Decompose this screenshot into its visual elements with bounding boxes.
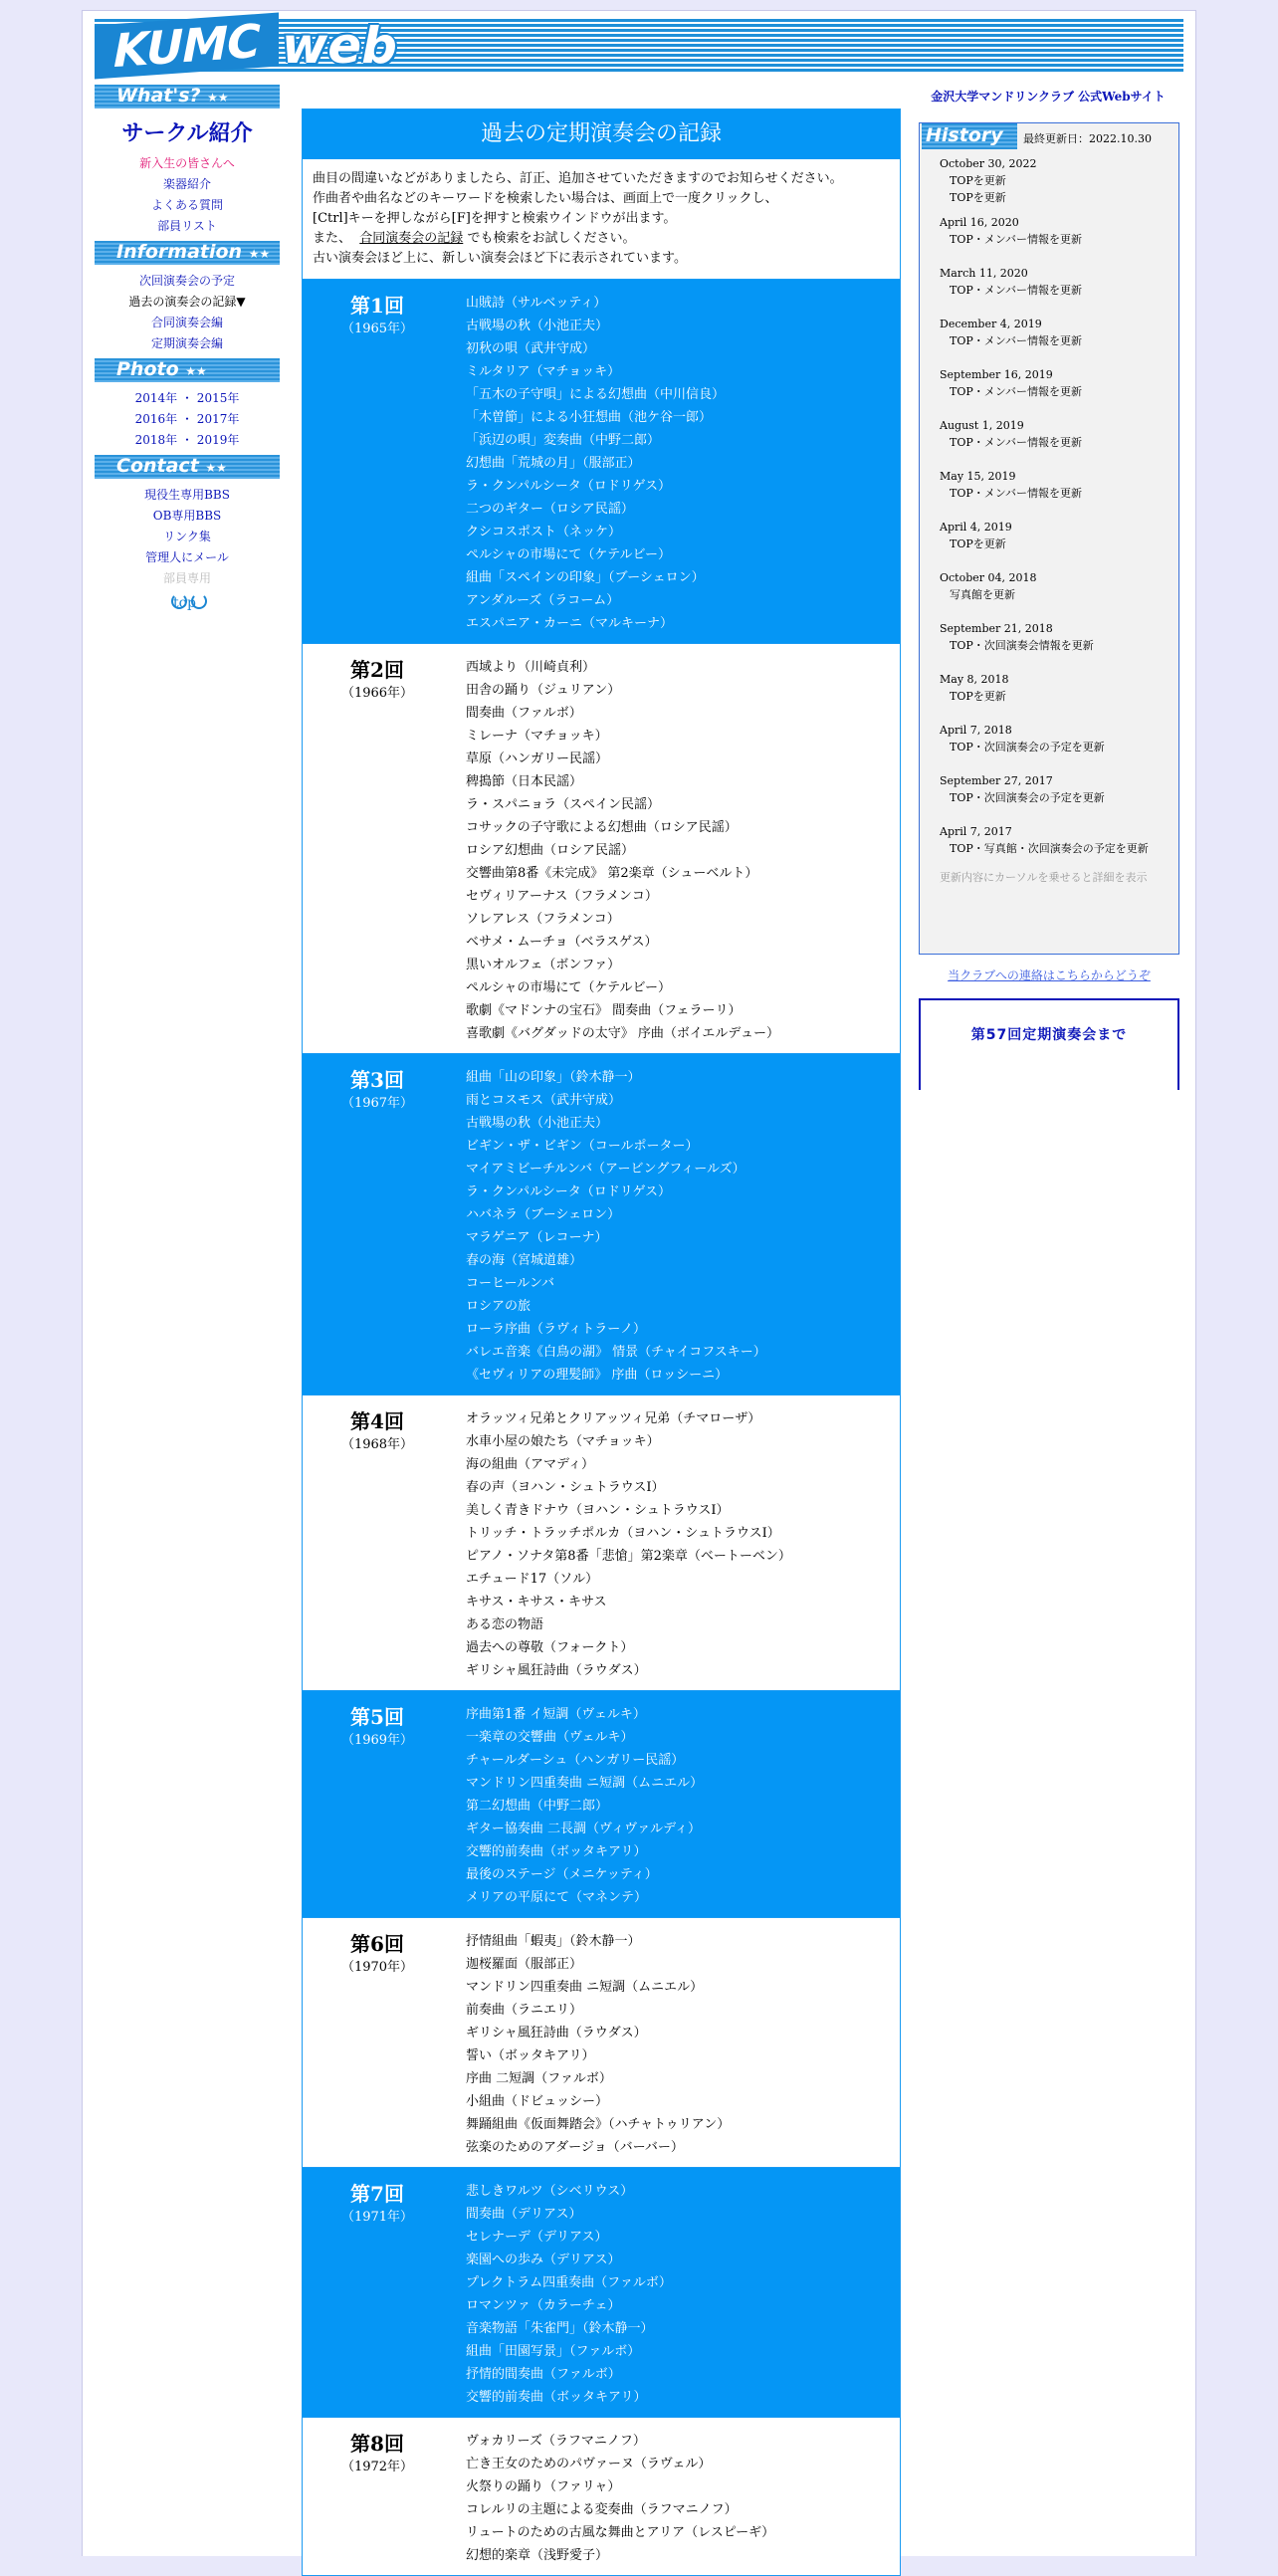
history-label: History [922,123,1017,149]
program-piece: 音楽物語「朱雀門」（鈴木静一） [466,2321,654,2336]
history-item[interactable] [920,515,1178,565]
program-piece: 亡き王女のためのパヴァーヌ（ラヴェル） [466,2457,712,2471]
concert-row [303,2168,900,2418]
joint-concert-record-link[interactable]: 合同演奏会の記録 [359,231,464,246]
history-entry[interactable]: TOP・次回演奏会情報を更新 [950,639,1094,652]
program-piece: ラ・クンパルシータ（ロドリゲス） [466,1184,671,1199]
history-item[interactable] [920,362,1178,413]
history-date: October 30, 2022 [940,157,1037,170]
program-piece: 二つのギター（ロシア民謡） [466,502,634,517]
program-piece: 海の組曲（アマディ） [466,1457,594,1472]
program-piece: マイアミビーチルンバ（アービングフィールズ） [466,1162,746,1177]
program-piece: ギター協奏曲 二長調（ヴィヴァルディ） [466,1822,702,1836]
program-piece: 誓い（ボッタキアリ） [466,2048,595,2063]
concert-number-cell [303,2180,452,2409]
concert-number-cell [303,1930,452,2159]
concert-row [303,1918,900,2168]
concert-number-cell [303,1066,452,1387]
nav-link-past-concerts[interactable]: 過去の演奏会の記録▼ [128,295,246,309]
program-piece: ピアノ・ソナタ第8番「悲愴」第2楽章（ベートーベン） [466,1549,791,1564]
concert-year: （1970年） [340,1960,414,1975]
nav-link-links[interactable]: リンク集 [163,530,211,543]
concert-row [303,1691,900,1918]
history-item[interactable] [920,768,1178,819]
concert-year: （1969年） [340,1733,414,1748]
last-updated: 最終更新日：2022.10.30 [1023,132,1152,145]
contact-link[interactable]: 当クラブへの連絡はこちらからどうぞ [948,968,1151,982]
nav-link-members[interactable]: 部員リスト [157,219,217,233]
history-item[interactable] [920,718,1178,768]
history-item[interactable] [920,151,1178,210]
concert-number: 第2回 [350,658,404,682]
program-piece: 「木曽節」による小狂想曲（池ケ谷一郎） [466,410,713,425]
program-piece: 水車小屋の娘たち（マチョッキ） [466,1434,660,1449]
program-piece: キサス・キサス・キサス [466,1595,607,1610]
nav-link-faq[interactable]: よくある質問 [150,198,223,212]
program-piece: 古戦場の秋（小池正夫） [466,319,609,333]
countdown-title: 第57回定期演奏会まで [970,1027,1128,1043]
program-piece: 幻想的楽章（浅野愛子） [466,2548,609,2563]
concert-number: 第1回 [350,294,404,318]
concert-year: （1967年） [340,1096,414,1111]
program-piece: エチュード17（ソル） [466,1572,599,1587]
top-link-label[interactable]: top [173,595,197,611]
nav-link-photo-2016-2017[interactable]: 2016年 ・ 2017年 [134,412,240,426]
program-piece: ロマンツァ（カラーチェ） [466,2298,621,2313]
concert-number-cell [303,656,452,1045]
program-piece: 田舎の踊り（ジュリアン） [466,683,621,698]
concert-year: （1968年） [340,1437,414,1452]
intro-line: 曲目の間違いなどがありましたら、訂正、追加させていただきますのでお知らせください。 [313,171,843,186]
program-piece: ベサメ・ムーチョ（ベラスゲス） [466,935,658,950]
contact-banner: Contact ★★ [95,455,280,479]
program-piece: ヴォカリーズ（ラフマニノフ） [466,2434,646,2449]
page-container [82,10,1196,2563]
information-banner: Information ★★ [95,241,280,265]
history-item[interactable] [920,464,1178,515]
program-piece: マンドリン四重奏曲 ニ短調（ムニエル） [466,1776,704,1791]
history-date: September 27, 2017 [940,774,1053,787]
history-item[interactable] [920,312,1178,362]
concert-number-cell [303,2430,452,2567]
history-item[interactable] [920,565,1178,616]
program-list [452,656,779,1045]
intro-text [303,159,900,280]
program-piece: 草原（ハンガリー民謡） [466,751,609,766]
contact-links [95,485,280,589]
program-piece: エスパニア・カーニ（マルキーナ） [466,616,674,631]
whats-banner: What's? ★★ [95,85,280,108]
program-piece: ラ・スパニョラ（スペイン民謡） [466,797,661,812]
program-piece: 迦桜羅面（服部正） [466,1957,583,1972]
history-date: May 8, 2018 [940,673,1009,686]
program-piece: 過去への尊敬（フォークト） [466,1640,634,1655]
nav-link-active-bbs[interactable]: 現役生専用BBS [144,488,230,502]
nav-link-photo-2014-2015[interactable]: 2014年 ・ 2015年 [134,391,240,405]
concert-number: 第8回 [350,2432,404,2456]
program-list [452,1407,791,1682]
concert-number: 第3回 [350,1068,404,1092]
program-piece: ロシア幻想曲（ロシア民謡） [466,843,635,858]
program-piece: ミルタリア（マチョッキ） [466,364,621,379]
history-entry[interactable]: TOP・メンバー情報を更新 [950,385,1082,398]
program-piece: ある恋の物語 [466,1617,544,1632]
history-item[interactable] [920,616,1178,667]
nav-link-members-only[interactable]: 部員専用 [162,571,211,585]
program-piece: 山賊詩（サルベッティ） [466,296,607,311]
program-piece: 交響的前奏曲（ボッタキアリ） [466,1844,647,1859]
circle-links [95,153,280,237]
program-piece: 歌劇《マドンナの宝石》 間奏曲（フェラーリ） [466,1003,742,1018]
program-piece: ミレーナ（マチョッキ） [466,729,608,744]
program-piece: トリッチ・トラッチポルカ（ヨハン・シュトラウスⅠ） [466,1526,780,1541]
history-entry[interactable]: TOP・メンバー情報を更新 [950,436,1082,449]
history-date: September 21, 2018 [940,622,1053,635]
concert-list [303,280,900,2576]
program-piece: ギリシャ風狂詩曲（ラウダス） [466,2026,647,2040]
program-piece: 一楽章の交響曲（ヴェルキ） [466,1730,634,1745]
history-date: March 11, 2020 [940,267,1028,280]
history-item[interactable] [920,667,1178,718]
program-piece: 間奏曲（ファルボ） [466,706,582,721]
history-date: December 4, 2019 [940,318,1042,330]
program-piece: 初秋の唄（武井守成） [466,341,596,356]
web-logo: web [282,17,397,75]
concert-row [303,1395,900,1691]
program-piece: 序曲第1番 イ短調（ヴェルキ） [466,1707,646,1722]
program-piece: コレルリの主題による変奏曲（ラフマニノフ） [466,2502,738,2517]
intro-line: [Ctrl]キーを押しながら[F]を押すと検索ウインドウが出ます。 [313,211,677,226]
intro-text-part: でも検索をお試しください。 [467,231,636,246]
program-piece: 組曲「スペインの印象」（ブーシェロン） [466,570,705,585]
intro-line: 古い演奏会ほど上に、新しい演奏会ほど下に表示されています。 [313,251,687,266]
page-title: 過去の定期演奏会の記録 [303,109,900,159]
intro-line: 作曲者や曲名などのキーワードを検索したい場合は、画面上で一度クリックし、 [313,191,778,206]
nav-link-regular-concerts[interactable]: 定期演奏会編 [150,336,223,350]
photo-links [95,388,280,451]
program-piece: 小組曲（ドビュッシー） [466,2094,609,2109]
concert-year: （1966年） [340,686,414,701]
site-name: 金沢大学マンドリンクラブ 公式Webサイト [931,90,1166,104]
history-date: April 4, 2019 [940,521,1012,534]
history-entry[interactable]: TOPを更新 [950,174,1006,187]
history-date: September 16, 2019 [940,368,1053,381]
program-piece: メリアの平原にて（マネンテ） [466,1890,648,1905]
program-piece: 美しく青きドナウ（ヨハン・シュトラウスⅠ） [466,1503,730,1518]
program-piece: マンドリン四重奏曲 ニ短調（ムニエル） [466,1980,704,1995]
nav-link-mail-admin[interactable]: 管理人にメール [145,550,229,564]
program-piece: リュートのための古風な舞曲とアリア（レスピーギ） [466,2525,775,2540]
program-piece: 組曲「山の印象」（鈴木静一） [466,1070,641,1085]
program-piece: ギリシャ風狂詩曲（ラウダス） [466,1663,647,1678]
program-piece: 春の海（宮城道雄） [466,1253,583,1268]
intro-line [313,229,890,249]
photo-banner: Photo ★★ [95,358,280,382]
left-navigation [95,81,280,609]
program-piece: ハバネラ（ブーシェロン） [466,1207,621,1222]
program-piece: 稗搗節（日本民謡） [466,774,583,789]
program-piece: オラッツィ兄弟とクリアッツィ兄弟（チマローザ） [466,1411,761,1426]
concert-number-cell [303,1703,452,1909]
circle-intro-heading[interactable]: サークル紹介 [121,120,253,146]
info-links [95,271,280,354]
program-piece: マラゲニア（レコーナ） [466,1230,608,1245]
concert-row [303,280,900,644]
history-note: 更新内容にカーソルを乗せると詳細を表示 [940,871,1148,884]
program-piece: 交響的前奏曲（ボッタキアリ） [466,2390,647,2405]
program-piece: プレクトラム四重奏曲（ファルボ） [466,2275,672,2290]
history-date: April 16, 2020 [940,216,1019,229]
program-piece: 弦楽のためのアダージョ（バーバー） [466,2140,684,2155]
program-piece: 「五木の子守唄」による幻想曲（中川信良） [466,387,726,402]
program-piece: ソレアレス（フラメンコ） [466,912,620,927]
program-piece: セヴィリアーナス（フラメンコ） [466,889,658,904]
history-entry[interactable]: TOP・次回演奏会の予定を更新 [950,791,1105,804]
nav-link-next-concert[interactable]: 次回演奏会の予定 [138,274,235,288]
program-piece: ローラ序曲（ラヴィトラーノ） [466,1322,646,1337]
program-piece: 交響曲第8番《未完成》 第2楽章（シューベルト） [466,866,758,881]
program-piece: 間奏曲（デリアス） [466,2207,582,2222]
program-piece: 楽園への歩み（デリアス） [466,2253,621,2267]
program-piece: 抒情的間奏曲（ファルボ） [466,2367,621,2382]
history-entry[interactable]: TOP・写真館・次回演奏会の予定を更新 [950,842,1149,855]
program-piece: クシコスポスト（ネッケ） [466,525,622,539]
history-item[interactable] [920,210,1178,261]
concert-row [303,2418,900,2576]
program-piece: 火祭りの踊り（ファリャ） [466,2479,621,2494]
program-piece: 前奏曲（ラニエリ） [466,2003,583,2018]
program-piece: 喜歌劇《バグダッドの太守》 序曲（ボイエルデュー） [466,1026,779,1041]
program-piece: 幻想曲「荒城の月」（服部正） [466,456,641,471]
program-piece: 西域より（川崎貞利） [466,660,596,675]
nav-link-photo-2018-2019[interactable]: 2018年 ・ 2019年 [134,433,240,447]
history-date: August 1, 2019 [940,419,1024,432]
program-list [452,1703,703,1909]
nav-link-ob-bbs[interactable]: OB専用BBS [152,509,222,523]
nav-link-joint-concerts[interactable]: 合同演奏会編 [150,316,223,329]
history-entry[interactable]: TOPを更新 [950,537,1006,550]
concert-year: （1972年） [340,2460,414,2474]
program-piece: ロシアの旅 [466,1299,532,1314]
concert-number-cell [303,292,452,635]
program-piece: ペルシャの市場にて（ケテルビー） [466,980,671,995]
concert-row [303,644,900,1054]
program-piece: 最後のステージ（メニケッティ） [466,1867,658,1882]
nav-link-freshmen[interactable]: 新入生の皆さんへ [139,156,235,170]
program-piece: 抒情組曲「蝦夷」（鈴木静一） [466,1934,641,1949]
kumc-logo[interactable]: KUMC [95,13,279,80]
concert-row [303,1054,900,1395]
program-list [452,2180,672,2409]
program-list [452,2430,774,2567]
program-piece: 組曲「田園写景」（ファルボ） [466,2344,641,2359]
history-list [920,151,1178,870]
program-piece: 黒いオルフェ（ボンファ） [466,958,621,972]
program-piece: ビギン・ザ・ビギン（コールポーター） [466,1139,699,1154]
program-piece: 古戦場の秋（小池正夫） [466,1116,609,1131]
program-piece: 雨とコスモス（武井守成） [466,1093,622,1108]
history-date: October 04, 2018 [940,571,1037,584]
history-entry[interactable]: TOP・メンバー情報を更新 [950,233,1082,246]
concert-year: （1971年） [340,2210,414,2225]
program-piece: 春の声（ヨハン・シュトラウスⅠ） [466,1480,665,1495]
program-piece: ペルシャの市場にて（ケテルビー） [466,547,671,562]
concert-number: 第5回 [350,1705,404,1729]
history-entry[interactable]: TOP・次回演奏会の予定を更新 [950,741,1105,753]
countdown-box [919,998,1179,1090]
intro-text-part: また、 [313,231,352,246]
program-list [452,1066,766,1387]
program-piece: 第二幻想曲（中野二郎） [466,1799,609,1814]
concert-number: 第6回 [350,1932,404,1956]
program-piece: 悲しきワルツ（シベリウス） [466,2184,634,2199]
history-panel [919,122,1179,955]
program-piece: 《セヴィリアの理髪師》 序曲（ロッシーニ） [466,1368,729,1383]
history-item[interactable] [920,261,1178,312]
program-piece: 「浜辺の唄」変奏曲（中野二郎） [466,433,661,448]
history-entry[interactable]: 写真館を更新 [950,588,1015,601]
history-date: April 7, 2018 [940,724,1012,737]
program-piece: バレエ音楽《白鳥の湖》 情景（チャイコフスキー） [466,1345,766,1360]
program-piece: セレナーデ（デリアス） [466,2230,608,2245]
concert-year: （1965年） [340,322,414,336]
history-entry[interactable]: TOP・メンバー情報を更新 [950,487,1082,500]
program-list [452,1930,730,2159]
history-item[interactable] [920,819,1178,870]
top-link[interactable] [95,593,280,609]
history-item[interactable] [920,413,1178,464]
program-list [452,292,725,635]
concert-number: 第7回 [350,2182,404,2206]
program-piece: アンダルーズ（ラコーム） [466,593,620,608]
history-entry[interactable]: TOP・メンバー情報を更新 [950,284,1082,297]
site-header [95,13,1183,79]
program-piece: 舞踊組曲《仮面舞踏会》（ハチャトゥリアン） [466,2117,731,2132]
program-piece: 序曲 二短調（ファルボ） [466,2071,612,2086]
history-entry[interactable]: TOPを更新 [950,690,1006,703]
concert-number: 第4回 [350,1409,404,1433]
history-header [920,123,1178,151]
main-content [302,108,901,2576]
program-piece: コサックの子守歌による幻想曲（ロシア民謡） [466,820,738,835]
program-piece: ラ・クンパルシータ（ロドリゲス） [466,479,671,494]
program-piece: チャールダーシュ（ハンガリー民謡） [466,1753,685,1768]
nav-link-instruments[interactable]: 楽器紹介 [162,177,211,191]
history-date: April 7, 2017 [940,825,1012,838]
concert-number-cell [303,1407,452,1682]
history-date: May 15, 2019 [940,470,1016,483]
program-piece: コーヒールンバ [466,1276,554,1291]
history-entry[interactable]: TOP・メンバー情報を更新 [950,334,1082,347]
history-entry[interactable]: TOPを更新 [950,191,1006,204]
refresh-icon[interactable] [191,593,207,609]
